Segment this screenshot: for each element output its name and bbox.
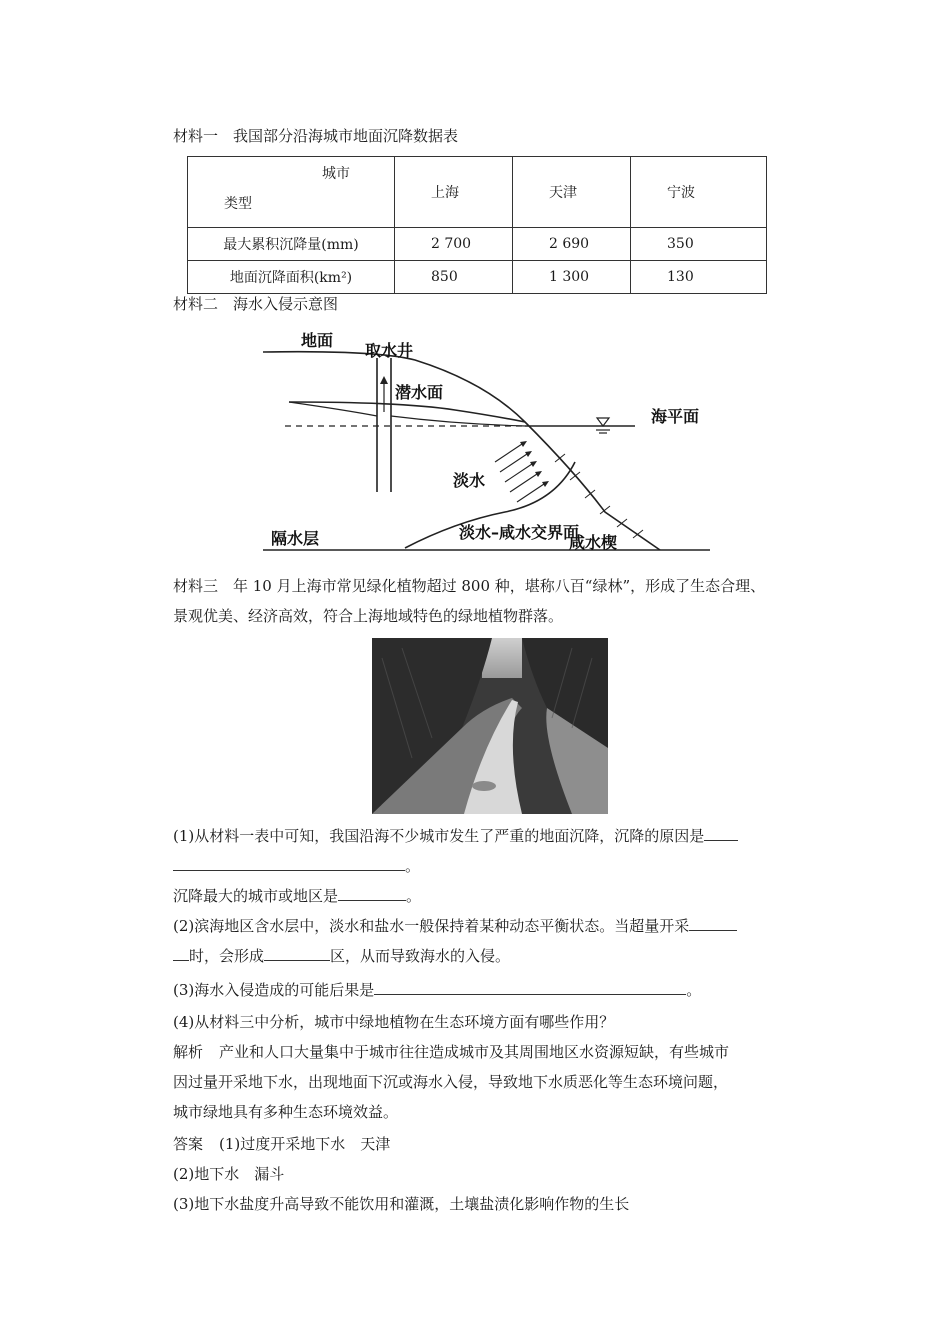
header-type: 类型 [224,196,252,212]
question-1c-text: 沉降最大的城市或地区是 [173,887,339,905]
answer-line3: (3)地下水盐度升高导致不能饮用和灌溉，土壤盐渍化影响作物的生长 [173,1195,630,1213]
water-table-line [289,402,525,422]
punctuation: 。 [405,857,421,875]
city-tianjin: 天津 [513,157,631,228]
answer-blank[interactable] [264,946,330,961]
answer-blank[interactable] [374,980,686,995]
material3-line1: 材料三 年 10 月上海市常见绿化植物超过 800 种，堪称八百“绿林”，形成了生态合理、 [173,577,766,595]
city-shanghai: 上海 [395,157,513,228]
header-city: 城市 [322,166,350,182]
analysis-line3: 城市绿地具有多种生态环境效益。 [173,1103,399,1121]
table-cell: 2 700 [395,228,513,261]
seawater-intrusion-diagram [255,322,725,558]
table-cell: 130 [631,261,767,294]
question-3 [173,980,701,1000]
answer-line1 [173,1134,390,1154]
question-2b-text: 时，会形成 [189,947,265,965]
question-3-text: (3)海水入侵造成的可能后果是 [173,981,375,999]
table-cell: 350 [631,228,767,261]
answer-blank[interactable] [338,886,406,901]
label-ground: 地面 [301,331,334,350]
analysis-line1 [173,1042,729,1062]
table-corner-cell [188,157,395,228]
analysis-label: 解析 [173,1043,204,1061]
table-row [188,228,767,261]
question-1a [173,826,738,846]
answer-blank[interactable] [689,916,737,931]
table-cell: 850 [395,261,513,294]
label-fresh-water: 淡水 [453,471,486,490]
question-1c [173,886,421,906]
label-interface: 淡水–咸水交界面 [459,523,580,542]
analysis-line2: 因过量开采地下水，出现地面下沉或海水入侵，导致地下水质恶化等生态环境问题， [173,1073,729,1091]
table-cell: 2 690 [513,228,631,261]
punctuation: 。 [406,887,422,905]
question-4: (4)从材料三中分析，城市中绿地植物在生态环境方面有哪些作用？ [173,1013,615,1031]
punctuation: 。 [686,981,702,999]
row-label-max-subsidence: 最大累积沉降量(mm) [188,228,395,261]
table-cell: 1 300 [513,261,631,294]
question-2a [173,916,737,936]
ground-line [263,352,660,550]
label-well: 取水井 [365,341,414,360]
table-header-row [188,157,767,228]
answer-blank[interactable] [704,826,738,841]
subsidence-table [187,156,767,294]
question-2b [173,946,510,966]
answer-1: (1)过度开采地下水 天津 [219,1135,391,1153]
question-2b-text2: 区，从而导致海水的入侵。 [330,947,511,965]
material2-title: 材料二 海水入侵示意图 [173,295,339,313]
label-sea-level: 海平面 [651,407,700,426]
green-path-photo [372,638,608,814]
material1-title: 材料一 我国部分沿海城市地面沉降数据表 [173,127,459,145]
material3-line2: 景观优美、经济高效，符合上海地域特色的绿地植物群落。 [173,607,564,625]
question-1a-text: (1)从材料一表中可知，我国沿海不少城市发生了严重的地面沉降，沉降的原因是 [173,827,705,845]
question-2a-text: (2)滨海地区含水层中，淡水和盐水一般保持着某种动态平衡状态。当超量开采 [173,917,690,935]
label-salt-wedge: 咸水楔 [569,533,618,552]
row-label-subsidence-area: 地面沉降面积(km²) [188,261,395,294]
answer-blank[interactable] [173,856,405,871]
answer-label: 答案 [173,1135,204,1153]
label-water-table: 潜水面 [395,383,444,402]
analysis-text: 产业和人口大量集中于城市往往造成城市及其周围地区水资源短缺，有些城市 [219,1043,730,1061]
table-row [188,261,767,294]
question-1b [173,856,420,876]
answer-line2: (2)地下水 漏斗 [173,1165,285,1183]
label-aquiclude: 隔水层 [271,529,320,548]
answer-blank[interactable] [173,946,189,961]
city-ningbo: 宁波 [631,157,767,228]
